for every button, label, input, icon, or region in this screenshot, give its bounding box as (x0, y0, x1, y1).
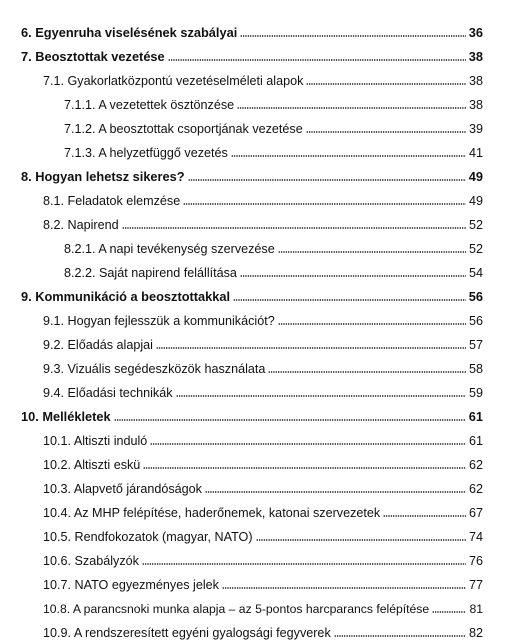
dot-leader (205, 491, 466, 493)
toc-entry-page: 49 (468, 169, 483, 184)
toc-entry[interactable] (43, 68, 483, 88)
toc-entry-title: 10.9. A rendszeresített egyéni gyalogsági fegyverek (43, 626, 331, 640)
toc-entry-page: 38 (468, 98, 483, 112)
toc-entry-page: 58 (468, 362, 483, 376)
toc-entry[interactable] (43, 500, 483, 520)
toc-entry-page: 67 (468, 506, 483, 520)
toc-entry[interactable] (21, 44, 483, 64)
toc-entry-title: 7.1.2. A beosztottak csoportjának vezetése (64, 122, 303, 136)
dot-leader (156, 347, 466, 349)
dot-leader (306, 83, 466, 85)
toc-entry-page: 59 (468, 386, 483, 400)
toc-entry-title: 8.2.2. Saját napirend felállítása (64, 266, 237, 280)
dot-leader (142, 563, 466, 565)
toc-entry-page: 54 (468, 266, 483, 280)
toc-entry-page: 61 (468, 434, 483, 448)
toc-entry-page: 52 (468, 218, 483, 232)
toc-entry[interactable] (43, 572, 483, 592)
dot-leader (432, 611, 466, 613)
dot-leader (334, 635, 466, 637)
toc-entry-title: 9.4. Előadási technikák (43, 386, 173, 400)
toc-entry[interactable] (64, 260, 483, 280)
toc-entry-page: 61 (468, 409, 483, 424)
dot-leader (383, 515, 466, 517)
toc-entry-title: 7.1.1. A vezetettek ösztönzése (64, 98, 235, 112)
toc-entry-page: 36 (468, 25, 483, 40)
toc-entry-title: 10.4. Az MHP felépítése, haderőnemek, katonai szervezetek (43, 506, 381, 520)
toc-entry[interactable] (21, 164, 483, 184)
toc-entry-title: 10.5. Rendfokozatok (magyar, NATO) (43, 530, 253, 544)
toc-entry[interactable] (43, 212, 483, 232)
dot-leader (237, 107, 466, 109)
dot-leader (183, 203, 466, 205)
toc-entry[interactable] (43, 380, 483, 400)
toc-entry-page: 81 (469, 602, 483, 616)
toc-entry[interactable] (64, 236, 483, 256)
toc-entry-page: 38 (468, 74, 483, 88)
toc-entry[interactable] (64, 140, 483, 160)
dot-leader (256, 539, 466, 541)
toc-entry[interactable] (43, 188, 483, 208)
toc-entry-page: 57 (468, 338, 483, 352)
toc-entry-title: 8.1. Feladatok elemzése (43, 194, 181, 208)
toc-entry-title: 9. Kommunikáció a beosztottakkal (21, 289, 231, 304)
toc-entry[interactable] (43, 428, 483, 448)
toc-entry-title: 10.3. Alapvető járandóságok (43, 482, 202, 496)
toc-entry-page: 52 (468, 242, 483, 256)
toc-entry-title: 10.7. NATO egyezményes jelek (43, 578, 219, 592)
dot-leader (114, 419, 466, 421)
toc-entry-title: 7. Beosztottak vezetése (21, 49, 165, 64)
toc-entry[interactable] (64, 116, 483, 136)
toc-entry-title: 9.3. Vizuális segédeszközök használata (43, 362, 266, 376)
toc-entry-title: 10.6. Szabályzók (43, 554, 139, 568)
toc-entry-page: 77 (468, 578, 483, 592)
toc-entry-page: 74 (468, 530, 483, 544)
toc-entry-page: 39 (468, 122, 483, 136)
toc-entry-page: 38 (468, 49, 483, 64)
dot-leader (143, 467, 466, 469)
toc-entry-title: 7.1. Gyakorlatközpontú vezetéselméleti alapok (43, 74, 304, 88)
toc-entry-title: 8.2. Napirend (43, 218, 119, 232)
toc-entry-page: 56 (468, 289, 483, 304)
toc-entry[interactable] (43, 356, 483, 376)
toc-entry-title: 8.2.1. A napi tevékenység szervezése (64, 242, 275, 256)
toc-entry[interactable] (21, 20, 483, 40)
dot-leader (268, 371, 466, 373)
toc-entry[interactable] (43, 548, 483, 568)
toc-entry-title: 9.2. Előadás alapjai (43, 338, 153, 352)
toc-entry[interactable] (43, 524, 483, 544)
dot-leader (231, 155, 466, 157)
toc-entry-page: 56 (468, 314, 483, 328)
dot-leader (150, 443, 466, 445)
dot-leader (188, 179, 466, 181)
toc-entry[interactable] (43, 452, 483, 472)
toc-entry[interactable] (43, 620, 483, 640)
toc-entry[interactable] (43, 596, 483, 616)
dot-leader (168, 59, 466, 61)
toc-entry-title: 8. Hogyan lehetsz sikeres? (21, 169, 185, 184)
toc-entry-page: 49 (468, 194, 483, 208)
dot-leader (176, 395, 466, 397)
dot-leader (240, 35, 466, 37)
dot-leader (122, 227, 466, 229)
toc-entry[interactable] (21, 404, 483, 424)
toc-entry-title: 10.8. A parancsnoki munka alapja – az 5-pontos harcparancs felépítése (43, 602, 430, 616)
toc-entry[interactable] (43, 332, 483, 352)
toc-entry-page: 82 (468, 626, 483, 640)
toc-entry-page: 76 (468, 554, 483, 568)
toc-entry-title: 10.1. Altiszti induló (43, 434, 148, 448)
dot-leader (233, 299, 466, 301)
toc-entry-page: 62 (468, 482, 483, 496)
toc-entry-title: 10.2. Altiszti eskü (43, 458, 141, 472)
toc-entry-page: 41 (468, 146, 483, 160)
toc-entry-title: 7.1.3. A helyzetfüggő vezetés (64, 146, 228, 160)
toc-entry[interactable] (21, 284, 483, 304)
toc-entry[interactable] (64, 92, 483, 112)
toc-entry-title: 6. Egyenruha viselésének szabályai (21, 25, 238, 40)
toc-entry-title: 10. Mellékletek (21, 409, 111, 424)
dot-leader (306, 131, 466, 133)
toc-entry[interactable] (43, 476, 483, 496)
dot-leader (240, 275, 466, 277)
dot-leader (222, 587, 466, 589)
toc-entry-title: 9.1. Hogyan fejlesszük a kommunikációt? (43, 314, 275, 328)
dot-leader (278, 323, 466, 325)
toc-entry[interactable] (43, 308, 483, 328)
dot-leader (278, 251, 466, 253)
toc-entry-page: 62 (468, 458, 483, 472)
